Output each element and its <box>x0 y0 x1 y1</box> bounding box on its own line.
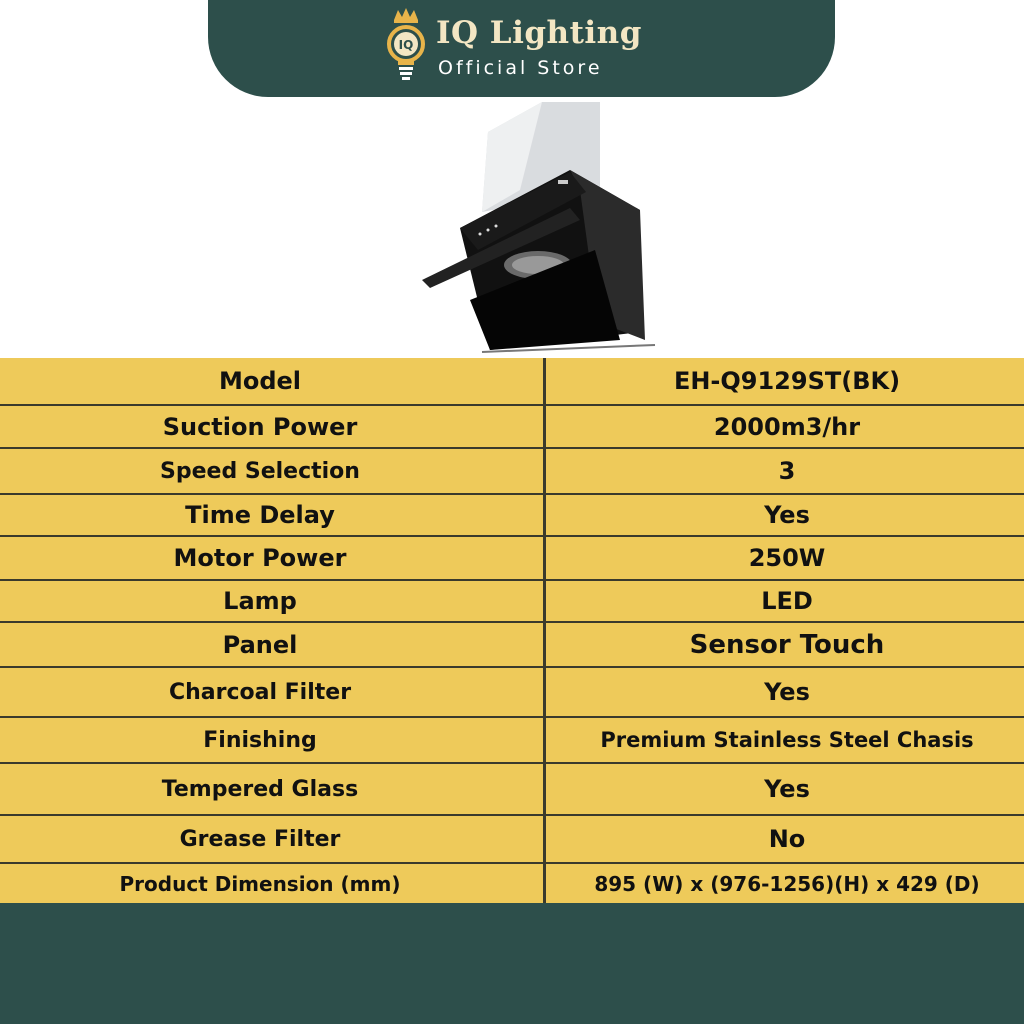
spec-value: Yes <box>764 501 810 529</box>
brand-name: IQ Lighting <box>436 15 642 51</box>
spec-label: Grease Filter <box>179 826 341 852</box>
spec-row-finishing <box>0 718 1024 762</box>
spec-label: Lamp <box>223 587 297 615</box>
spec-value: LED <box>761 587 813 615</box>
spec-value: 3 <box>778 457 796 485</box>
spec-value: Sensor Touch <box>689 629 885 660</box>
spec-label: Speed Selection <box>160 458 360 484</box>
spec-row-charcoal-filter <box>0 668 1024 716</box>
spec-value: Yes <box>764 678 810 706</box>
spec-row-panel <box>0 623 1024 666</box>
spec-row-time-delay <box>0 495 1024 535</box>
spec-label: Panel <box>222 630 298 659</box>
spec-value: Premium Stainless Steel Chasis <box>600 728 974 752</box>
spec-label: Model <box>218 367 302 395</box>
spec-label: Motor Power <box>173 544 347 572</box>
spec-label: Time Delay <box>185 501 335 529</box>
logo-letters: IQ <box>398 38 414 52</box>
brand-subtitle: Official Store <box>438 57 603 79</box>
range-hood-image <box>420 100 660 355</box>
spec-row-motor-power <box>0 537 1024 579</box>
spec-row-suction-power <box>0 406 1024 447</box>
spec-value: 895 (W) x (976-1256)(H) x 429 (D) <box>594 871 980 896</box>
footer-band <box>0 903 1024 1024</box>
lightbulb-crown-logo-icon <box>384 6 428 88</box>
column-divider <box>543 358 546 903</box>
spec-label: Finishing <box>203 727 317 753</box>
spec-row-product-dimension <box>0 864 1024 903</box>
specifications-table <box>0 358 1024 903</box>
spec-row-model <box>0 358 1024 404</box>
spec-row-grease-filter <box>0 816 1024 862</box>
spec-label: Suction Power <box>162 412 358 441</box>
spec-row-speed-selection <box>0 449 1024 493</box>
spec-row-lamp <box>0 581 1024 621</box>
spec-value: No <box>768 825 806 853</box>
spec-label: Product Dimension (mm) <box>119 871 401 896</box>
spec-value: EH-Q9129ST(BK) <box>673 367 901 395</box>
spec-row-tempered-glass <box>0 764 1024 814</box>
spec-label: Charcoal Filter <box>168 679 352 705</box>
spec-value: Yes <box>764 775 810 803</box>
store-header <box>208 0 835 97</box>
spec-value: 2000m3/hr <box>713 412 861 441</box>
spec-value: 250W <box>748 544 826 572</box>
spec-label: Tempered Glass <box>161 776 359 802</box>
